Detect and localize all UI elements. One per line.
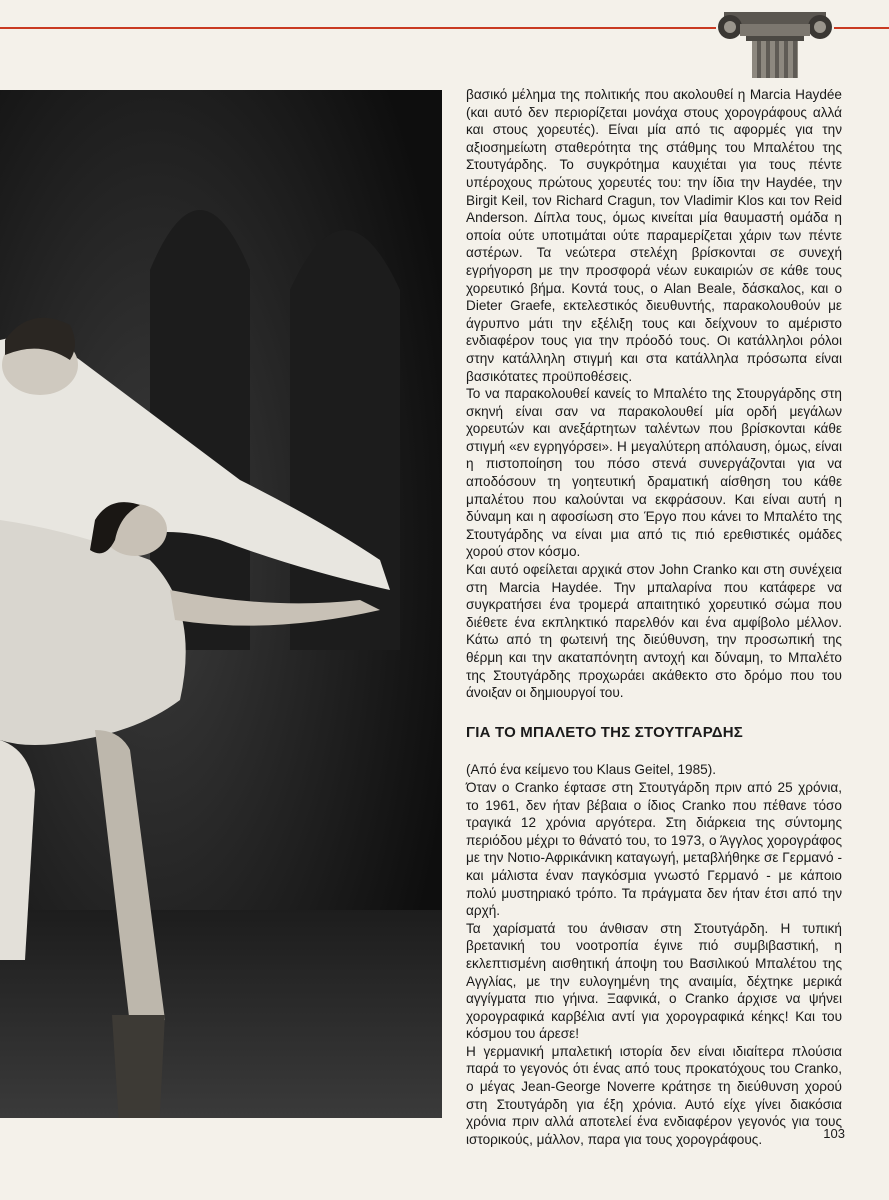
section-paragraph: Τα χαρίσματά του άνθισαν στη Στουτγάρδη. Η τυπική βρετανική του νοοτροπία έγινε πιό συμβιβαστική, η εκλεπτισμένη αισθητική άποψη του Βασιλικού Μπαλέτου της Αγγλίας, με την ευλογημένη της αναιμία, δέχτηκε μερικά αγγίγματα πιο γήινα. Ξαφνικά, ο Cranko άρχισε να ψήνει χορογραφικά καρβέλια αντί για χορογραφικά κέηκς! Και του κόσμου του άρεσε! [466, 920, 842, 1042]
article-paragraph: βασικό μέλημα της πολιτικής που ακολουθεί η Marcia Haydée (και αυτό δεν περιορίζεται μονάχα στους χορογράφους αλλά και στους χορευτές). Είναι μία από τις αφορμές για την αξιοσημείωτη σταθερότητα της στάθμης του Μπαλέτου της Στουτγάρδης. Το συγκρότημα καυχιέται για τους πέντε υπέροχους πρώτους χορευτές του: την ίδια την Haydée, την Birgit Keil, τον Richard Cragun, τον Vladimir Klos και τον Reid Anderson. Δίπλα τους, όμως κινείται μία θαυμαστή ομάδα η οποία ούτε υποτιμάται ούτε παραμερίζεται χάριν των πέντε αστέρων. Τα νεώτερα στελέχη βρίσκονται σε συνεχή εγρήγορση με την προσφορά νέων ευκαιριών σε κάθε τους χορευτικό βήμα. Κοντά τους, ο Alan Beale, δάσκαλος, και ο Dieter Graefe, εκτελεστικός διευθυντής, παρακολουθούν με άγρυπνο μάτι την εξέλιξη τους και δείχνουν το αμέριστο ενδιαφέρον τους για την πρόοδό τους. Οι κατάλληλοι ρόλοι στην κατάλληλη στιγμή και στα κατάλληλα πρόσωπα είναι βασικότατες προϋποθέσεις. [466, 87, 842, 384]
section-paragraph: Όταν ο Cranko έφτασε στη Στουτγάρδη πριν από 25 χρόνια, το 1961, δεν ήταν βέβαια ο ίδιος Cranko που πέθανε τόσο τραγικά 12 χρόνια αργότερα. Στη διάρκεια της σύντομης περιόδου μέχρι το θάνατό του, το 1973, ο Άγγλος χορογράφος με την Νοτιο-Αφρικάνικη καταγωγή, μεταβλήθηκε σε Γερμανό - και μάλιστα έναν παγκόσμια γνωστό Γερμανό - με κάποιο πολύ μυστηριακό τρόπο. Τα πράγματα δεν ήταν έτσι από την αρχή. [466, 779, 842, 919]
article-paragraph: Το να παρακολουθεί κανείς το Μπαλέτο της Στουργάρδης στη σκηνή είναι σαν να παρακολουθεί μία ορδή μεγάλων χορευτών και ανεξάρτητων ταλέντων που βρίσκονται κάθε στιγμή «εν εγρηγόρσει». Η μεγαλύτερη απόλαυση, όμως, είναι η πιστοποίηση του πόσο στενά συνεργάζονται για να αποδόσουν τη γοητευτική δραματική αίσθηση του κάθε μπαλέτου που καλούνται να εκφράσουν. Και είναι αυτή η δύναμη και η αφοσίωση στο Έργο που κάνει το Μπαλέτο της Στουτγάρδης να είναι μια από τις πιό ερεθιστικές ομάδες χορού στον κόσμο. [466, 386, 842, 560]
article-column [466, 86, 842, 1148]
ballet-photo [0, 90, 442, 1118]
ballet-dancers-illustration [0, 90, 442, 1118]
section-heading: ΓΙΑ ΤΟ ΜΠΑΛΕΤΟ ΤΗΣ ΣΤΟΥΤΓΑΡΔΗΣ [466, 723, 744, 741]
section-paragraph: Η γερμανική μπαλετική ιστορία δεν είναι ιδιαίτερα πλούσια παρά το γεγονός ότι ένας από τους προκατόχους του Cranko, ο μέγας Jean-George Noverre κράτησε τη διεύθυνση χορού στη Στουτγάρδη για έξη χρόνια. Αυτό είχε γίνει διακόσια χρόνια πριν αλλά αποτελεί ένα ενδιαφέρον γεγονός για τους ιστορικούς, μάλλον, παρα για τους χορογράφους. [466, 1043, 842, 1147]
page-number: 103 [823, 1126, 845, 1141]
article-paragraph: Και αυτό οφείλεται αρχικά στον John Cranko και στη συνέχεια στη Marcia Haydée. Την μπαλαρίνα που κατάφερε να συγκρατήσει ένα τρομερά απαιτητικό χορευτικό σώμα που διέθετε ένα εκπληκτικό παρελθόν και ένα αμφίβολο μέλλον. Κάτω από τη φωτεινή της διεύθυνση, την προσωπική της θέρμη και την ακαταπόνητη αντοχή και δύναμη, το Μπαλέτο της Στουτγάρδης προχωράει ακάθεκτο στο δρόμο που του άνοιξαν οι δημιουργοί του. [466, 562, 842, 701]
ionic-column-capital-icon [716, 0, 834, 78]
section-paragraph: (Από ένα κείμενο του Klaus Geitel, 1985). [466, 762, 717, 778]
